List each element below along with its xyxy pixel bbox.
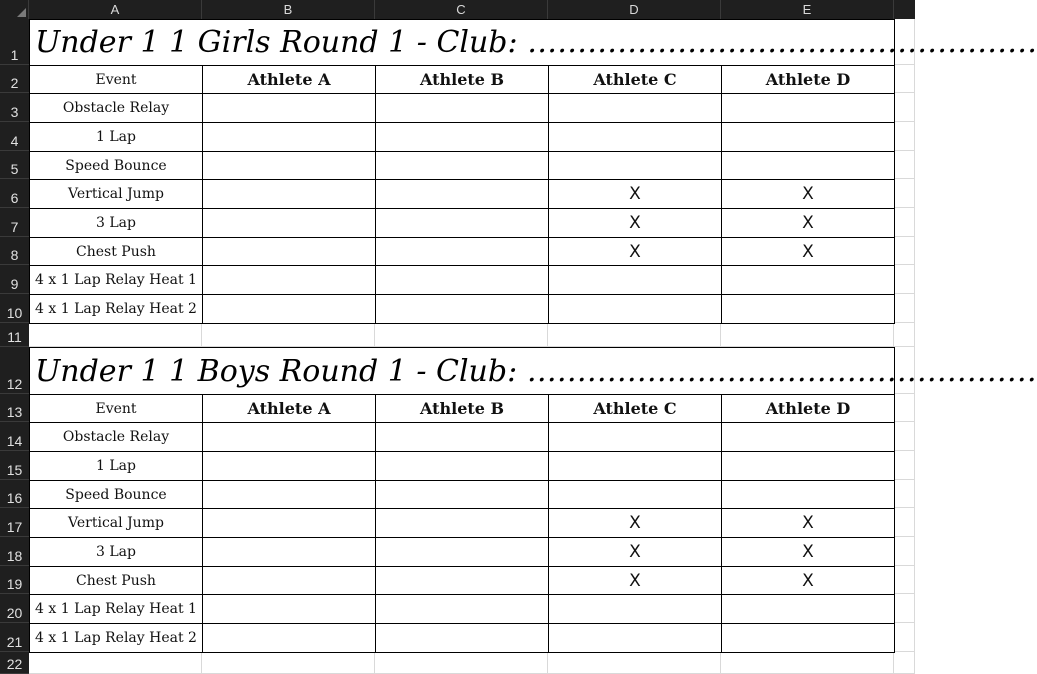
result-cell[interactable] [202,537,376,567]
result-cell[interactable] [721,623,895,653]
result-cell[interactable] [375,93,549,123]
result-cell[interactable] [375,122,549,152]
athlete-header[interactable]: Athlete B [375,394,549,423]
grid-cell[interactable] [894,566,915,594]
row-header-4[interactable]: 4 [0,122,29,151]
result-cell[interactable] [548,294,722,324]
row-header-15[interactable]: 15 [0,451,29,480]
row-header-11[interactable]: 11 [0,323,29,347]
result-cell[interactable] [548,151,722,180]
result-cell[interactable] [202,179,376,209]
row-header-19[interactable]: 19 [0,566,29,594]
column-header-c[interactable]: C [375,0,548,19]
row-header-13[interactable]: 13 [0,394,29,422]
result-cell[interactable] [375,566,549,595]
grid-cell[interactable] [894,65,915,93]
result-cell[interactable] [375,294,549,324]
result-cell[interactable] [721,480,895,509]
row-header-3[interactable]: 3 [0,93,29,122]
event-name[interactable]: Speed Bounce [29,480,203,509]
result-cell[interactable] [202,623,376,653]
event-name[interactable]: 4 x 1 Lap Relay Heat 2 [29,623,203,653]
result-cell[interactable] [375,537,549,567]
result-cell[interactable] [375,508,549,538]
athlete-header[interactable]: Athlete D [721,65,895,94]
event-name[interactable]: Obstacle Relay [29,422,203,452]
grid-cell[interactable] [29,652,202,674]
result-cell[interactable] [548,594,722,624]
result-cell[interactable] [721,422,895,452]
event-name[interactable]: Speed Bounce [29,151,203,180]
not-applicable-mark[interactable]: X [548,537,722,567]
result-cell[interactable] [202,594,376,624]
row-header-17[interactable]: 17 [0,508,29,537]
event-name[interactable]: Vertical Jump [29,179,203,209]
row-header-7[interactable]: 7 [0,208,29,237]
athlete-header[interactable]: Athlete A [202,65,376,94]
row-header-2[interactable]: 2 [0,65,29,93]
not-applicable-mark[interactable]: X [721,508,895,538]
grid-cell[interactable] [375,323,548,347]
not-applicable-mark[interactable]: X [548,508,722,538]
not-applicable-mark[interactable]: X [548,208,722,238]
row-header-22[interactable]: 22 [0,652,29,674]
select-all-button[interactable] [0,0,29,19]
grid-cell[interactable] [894,652,915,674]
result-cell[interactable] [202,265,376,295]
result-cell[interactable] [721,265,895,295]
grid-cell[interactable] [894,179,915,208]
result-cell[interactable] [375,237,549,266]
result-cell[interactable] [375,422,549,452]
result-cell[interactable] [375,480,549,509]
not-applicable-mark[interactable]: X [721,537,895,567]
result-cell[interactable] [721,594,895,624]
result-cell[interactable] [375,208,549,238]
result-cell[interactable] [202,93,376,123]
grid-cell[interactable] [894,265,915,294]
column-header-e[interactable]: E [721,0,894,19]
athlete-header[interactable]: Athlete B [375,65,549,94]
athlete-header[interactable]: Athlete D [721,394,895,423]
section-title[interactable]: Under 1 1 Girls Round 1 - Club: …………………………………………… [29,19,895,66]
athlete-header[interactable]: Athlete C [548,65,722,94]
result-cell[interactable] [548,480,722,509]
result-cell[interactable] [548,623,722,653]
event-name[interactable]: 1 Lap [29,122,203,152]
result-cell[interactable] [202,451,376,481]
grid-cell[interactable] [894,508,915,537]
event-name[interactable]: Chest Push [29,566,203,595]
grid-cell[interactable] [375,652,548,674]
result-cell[interactable] [548,451,722,481]
grid-cell[interactable] [202,652,375,674]
grid-cell[interactable] [894,394,915,422]
result-cell[interactable] [202,508,376,538]
not-applicable-mark[interactable]: X [548,237,722,266]
grid-cell[interactable] [548,652,721,674]
row-header-5[interactable]: 5 [0,151,29,179]
not-applicable-mark[interactable]: X [721,566,895,595]
not-applicable-mark[interactable]: X [721,237,895,266]
column-header-overflow [894,0,915,19]
result-cell[interactable] [202,237,376,266]
grid-cell[interactable] [721,323,894,347]
row-header-21[interactable]: 21 [0,623,29,652]
grid-cell[interactable] [894,151,915,179]
grid-cell[interactable] [894,323,915,347]
row-header-14[interactable]: 14 [0,422,29,451]
row-header-16[interactable]: 16 [0,480,29,508]
grid-cell[interactable] [894,480,915,508]
grid-cell[interactable] [721,652,894,674]
grid-cell[interactable] [29,323,202,347]
result-cell[interactable] [721,294,895,324]
result-cell[interactable] [202,422,376,452]
not-applicable-mark[interactable]: X [548,179,722,209]
not-applicable-mark[interactable]: X [721,179,895,209]
section-title[interactable]: Under 1 1 Boys Round 1 - Club: …………………………………………… [29,347,895,395]
result-cell[interactable] [375,179,549,209]
result-cell[interactable] [375,151,549,180]
event-name[interactable]: 4 x 1 Lap Relay Heat 1 [29,594,203,624]
grid-cell[interactable] [894,422,915,451]
grid-cell[interactable] [894,294,915,323]
grid-cell[interactable] [894,122,915,151]
column-header-b[interactable]: B [202,0,375,19]
result-cell[interactable] [202,480,376,509]
grid-cell[interactable] [894,237,915,265]
event-name[interactable]: 1 Lap [29,451,203,481]
event-name[interactable]: 3 Lap [29,537,203,567]
event-name[interactable]: Chest Push [29,237,203,266]
row-header-9[interactable]: 9 [0,265,29,294]
grid-cell[interactable] [894,537,915,566]
result-cell[interactable] [721,451,895,481]
result-cell[interactable] [548,422,722,452]
result-cell[interactable] [202,294,376,324]
result-cell[interactable] [548,122,722,152]
row-header-8[interactable]: 8 [0,237,29,265]
result-cell[interactable] [721,122,895,152]
result-cell[interactable] [202,566,376,595]
event-name[interactable]: 4 x 1 Lap Relay Heat 2 [29,294,203,324]
event-name[interactable]: 3 Lap [29,208,203,238]
athlete-header[interactable]: Athlete C [548,394,722,423]
grid-cell[interactable] [894,93,915,122]
result-cell[interactable] [375,594,549,624]
event-name[interactable]: Obstacle Relay [29,93,203,123]
result-cell[interactable] [375,451,549,481]
result-cell[interactable] [375,265,549,295]
result-cell[interactable] [548,265,722,295]
event-name[interactable]: 4 x 1 Lap Relay Heat 1 [29,265,203,295]
result-cell[interactable] [202,122,376,152]
result-cell[interactable] [721,93,895,123]
row-header-6[interactable]: 6 [0,179,29,208]
event-header[interactable]: Event [29,65,203,94]
column-header-d[interactable]: D [548,0,721,19]
grid-cell[interactable] [894,594,915,623]
not-applicable-mark[interactable]: X [721,208,895,238]
column-header-a[interactable]: A [29,0,202,19]
result-cell[interactable] [721,151,895,180]
grid-cell[interactable] [894,451,915,480]
grid-cell[interactable] [202,323,375,347]
row-header-10[interactable]: 10 [0,294,29,323]
grid-cell[interactable] [894,623,915,652]
event-name[interactable]: Vertical Jump [29,508,203,538]
grid-cell[interactable] [548,323,721,347]
grid-cell[interactable] [894,208,915,237]
result-cell[interactable] [202,151,376,180]
result-cell[interactable] [375,623,549,653]
event-header[interactable]: Event [29,394,203,423]
not-applicable-mark[interactable]: X [548,566,722,595]
row-header-1[interactable]: 1 [0,19,29,65]
row-header-12[interactable]: 12 [0,347,29,394]
result-cell[interactable] [548,93,722,123]
row-header-20[interactable]: 20 [0,594,29,623]
result-cell[interactable] [202,208,376,238]
athlete-header[interactable]: Athlete A [202,394,376,423]
row-header-18[interactable]: 18 [0,537,29,566]
